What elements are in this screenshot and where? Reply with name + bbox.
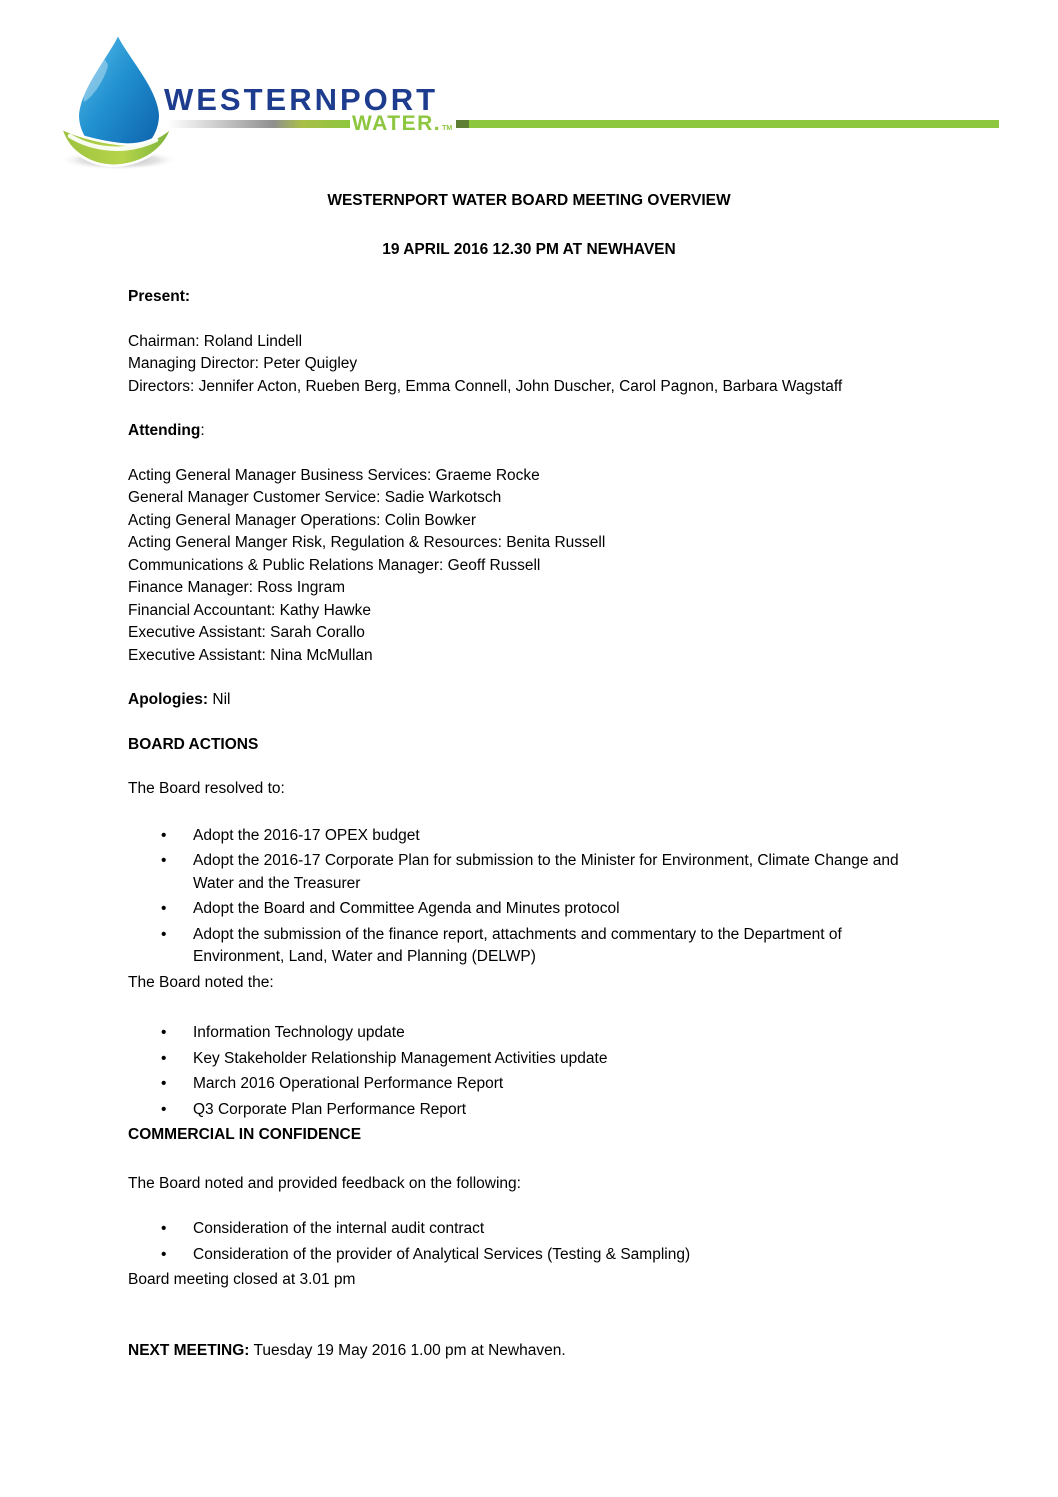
bullet-item: • Key Stakeholder Relationship Management Activities update [128, 1048, 930, 1071]
present-heading: Present: [128, 288, 191, 305]
bullet-item: • Adopt the Board and Committee Agenda and Minutes protocol [128, 898, 930, 921]
next-meeting-label: NEXT MEETING: [128, 1341, 250, 1359]
resolved-intro: The Board resolved to: [128, 780, 285, 797]
bullet-item: • Consideration of the internal audit contract [128, 1218, 930, 1241]
brand-water-row [167, 111, 999, 137]
bullet-item: • Information Technology update [128, 1022, 930, 1045]
apologies-label: Apologies: [128, 691, 209, 708]
attending-line: Executive Assistant: Sarah Corallo [128, 624, 365, 641]
present-line: Chairman: Roland Lindell [128, 332, 303, 350]
attending-line: Communications & Public Relations Manager: Geoff Russell [128, 556, 541, 574]
attending-line: Acting General Manager Operations: Colin Bowker [128, 511, 477, 529]
present-line: Managing Director: Peter Quigley [128, 355, 358, 372]
attending-heading-label: Attending [128, 422, 201, 439]
noted-intro: The Board noted the: [128, 973, 274, 991]
commercial-list [128, 1218, 930, 1266]
present-list [128, 331, 930, 399]
bullet-item: • Adopt the 2016-17 OPEX budget [128, 825, 930, 848]
closing-line: Board meeting closed at 3.01 pm [128, 1271, 356, 1288]
attending-heading-colon: : [200, 422, 205, 439]
next-meeting-line [128, 1340, 930, 1363]
attending-line: Executive Assistant: Nina McMullan [128, 646, 373, 664]
present-line: Directors: Jennifer Acton, Rueben Berg, Emma Connell, John Duscher, Carol Pagnon, Barbara Wagstaff [128, 377, 843, 395]
apologies-value: Nil [212, 691, 231, 708]
bullet-item: • Adopt the submission of the finance report, attachments and commentary to the Department of Environment, Land, Water and Planning (DELWP) [128, 924, 930, 969]
bullet-item: • March 2016 Operational Performance Report [128, 1073, 930, 1096]
attending-line: Finance Manager: Ross Ingram [128, 579, 346, 596]
bullet-item: • Consideration of the provider of Analytical Services (Testing & Sampling) [128, 1244, 930, 1267]
commercial-intro: The Board noted and provided feedback on the following: [128, 1174, 521, 1192]
apologies-line [128, 689, 930, 712]
water-drop-leaf-logo-icon [55, 30, 179, 172]
attending-line: Financial Accountant: Kathy Hawke [128, 601, 371, 619]
attending-heading [128, 420, 930, 443]
bullet-item: • Adopt the 2016-17 Corporate Plan for submission to the Minister for Environment, Climate Change and Water and the Treasurer [128, 850, 930, 895]
brand-water-label: WATER. [352, 112, 442, 135]
attending-line: General Manager Customer Service: Sadie Warkotsch [128, 489, 502, 506]
brand-rule-right [456, 120, 999, 128]
attending-line: Acting General Manager Business Services: Graeme Rocke [128, 466, 540, 484]
brand-wordmark: WESTERNPORT [164, 82, 439, 117]
bullet-item: • Q3 Corporate Plan Performance Report [128, 1099, 930, 1122]
commercial-heading: COMMERCIAL IN CONFIDENCE [128, 1126, 362, 1143]
doc-title: WESTERNPORT WATER BOARD MEETING OVERVIEW [327, 192, 731, 209]
board-actions-heading: BOARD ACTIONS [128, 735, 259, 753]
trademark-symbol: TM [442, 125, 453, 132]
attending-line: Acting General Manger Risk, Regulation & Resources: Benita Russell [128, 534, 606, 551]
next-meeting-value: Tuesday 19 May 2016 1.00 pm at Newhaven. [253, 1341, 566, 1359]
attending-list [128, 465, 930, 668]
noted-list [128, 1022, 930, 1121]
doc-subtitle: 19 APRIL 2016 12.30 PM AT NEWHAVEN [382, 240, 676, 258]
brand-rule-left [167, 120, 350, 128]
resolved-list [128, 825, 930, 969]
